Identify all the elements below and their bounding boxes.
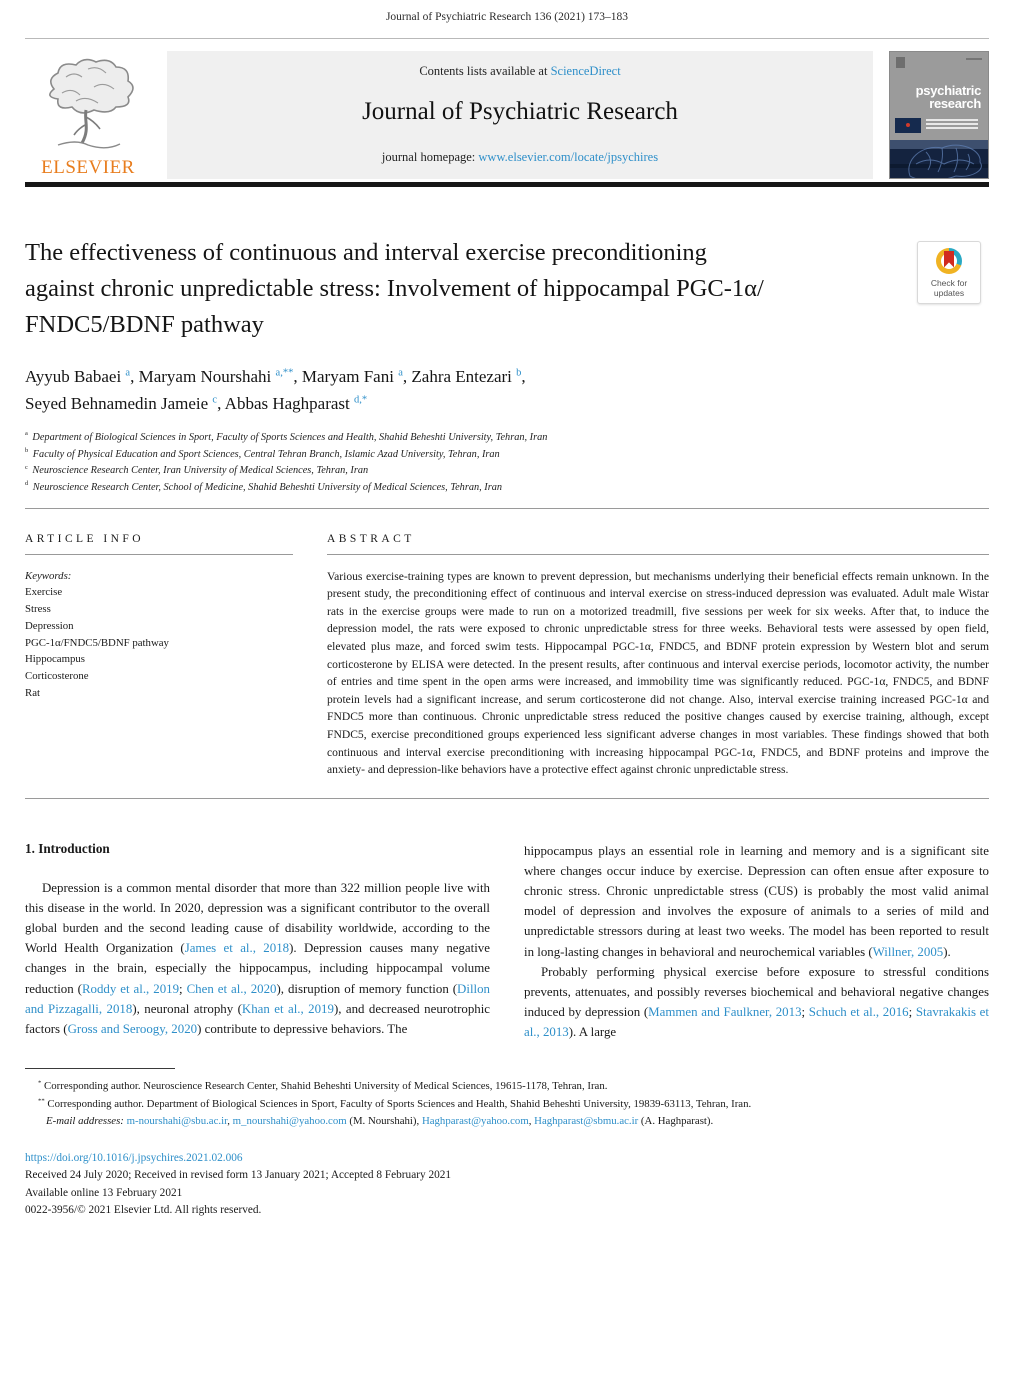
- cover-title-line2: research: [929, 96, 981, 111]
- keyword-item: Rat: [25, 686, 40, 699]
- abstract-rule: [327, 554, 989, 555]
- journal-banner: [167, 51, 873, 179]
- text-segment: Corresponding author. Department of Biological Sciences in Sport, Faculty of Sports Sciences and Health, Shahid Beheshti University, 19839-63113, Tehran, Iran.: [44, 1097, 752, 1110]
- text-segment: ;: [179, 981, 187, 996]
- link[interactable]: Haghparast@yahoo.com: [421, 1115, 529, 1128]
- keyword-item: Hippocampus: [25, 653, 85, 666]
- link[interactable]: m-nourshahi@sbu.ac.ir: [126, 1115, 228, 1128]
- text-segment: hippocampus plays an essential role in learning and memory and is a significant site where changes occur induce by exercise. Depression can often ensue after exposure to chronic stress. Chronic unpredictable stress (CUS) is probably the most valid animal model of depression and involves the exposure of animals to a series of mild and unpredictable stressors during at least two weeks. The model has been reported to result in long-lasting changes in behavioral and neurochemical variables (: [524, 843, 989, 959]
- intro-paragraph-left: [25, 878, 490, 1039]
- affiliation-b: [25, 447, 989, 464]
- text-segment: ).: [943, 944, 951, 959]
- text-segment: Faculty of Physical Education and Sport Sciences, Central Tehran Branch, Islamic Azad University, Tehran, Iran: [30, 448, 500, 460]
- link[interactable]: Willner, 2005: [872, 944, 944, 959]
- text-segment: Depression is a common mental disorder that more than 322 million people live with this disease in the world. In 2020, depression was a significant contributor to the overall global burden and the second leading cause of disability worldwide, according to the World Health Organization (: [25, 880, 490, 956]
- text-segment: c: [25, 463, 28, 471]
- keywords-block: [25, 568, 293, 702]
- link[interactable]: Stavrakakis et al., 2013: [524, 1004, 989, 1039]
- text-segment: ,: [528, 1115, 535, 1128]
- link[interactable]: Chen et al., 2020: [186, 981, 277, 996]
- cover-logo-mark: [896, 57, 905, 68]
- link[interactable]: Haghparast@sbmu.ac.ir: [534, 1115, 639, 1128]
- keyword-item: PGC-1α/FNDC5/BDNF pathway: [25, 636, 169, 649]
- crossmark-icon: [936, 248, 962, 274]
- keyword-item: Depression: [25, 619, 74, 632]
- text-segment: , Abbas Haghparast: [217, 393, 355, 413]
- text-segment: Department of Biological Sciences in Sport, Faculty of Sports Sciences and Health, Shahid Beheshti University, Tehran, Iran: [29, 431, 548, 443]
- article-info-column: [25, 533, 293, 779]
- footnotes: [25, 1068, 989, 1130]
- text-segment: d: [25, 480, 29, 488]
- contents-line: [167, 64, 873, 79]
- cover-text-lines: [926, 119, 978, 132]
- text-segment: Ayyub Babaei: [25, 366, 126, 386]
- text-segment: a,**: [275, 366, 294, 378]
- text-segment: Seyed Behnamedin Jameie: [25, 393, 213, 413]
- keywords-label: Keywords:: [25, 569, 72, 582]
- text-segment: a: [25, 430, 28, 438]
- link[interactable]: Dillon and Pizzagalli, 2018: [25, 981, 490, 1016]
- text-segment: The effectiveness of continuous and interval exercise preconditioning: [25, 238, 707, 266]
- homepage-line: [167, 150, 873, 165]
- affiliation-c: [25, 463, 989, 480]
- text-segment: FNDC5/BDNF pathway: [25, 310, 264, 338]
- abstract-bottom-divider: [25, 798, 989, 799]
- journal-cover-image: [889, 51, 989, 179]
- text-segment: a: [125, 366, 131, 378]
- intro-paragraph-right-2: [524, 962, 989, 1043]
- link[interactable]: ScienceDirect: [550, 64, 621, 78]
- authors-line: [25, 363, 989, 417]
- text-segment: ). Depression causes many negative changes in the brain, especially the hippocampus, including hippocampal volume reduction (: [25, 941, 490, 996]
- journal-header: [25, 51, 989, 179]
- article-meta: [25, 1150, 989, 1220]
- text-segment: d,*: [354, 394, 368, 406]
- left-column: [25, 841, 490, 1042]
- cover-thumbnail: [895, 118, 921, 133]
- article-info-rule: [25, 554, 293, 555]
- affiliation-a: [25, 430, 989, 447]
- link[interactable]: James et al., 2018: [184, 941, 290, 956]
- elsevier-tree-icon: [36, 55, 140, 155]
- bookmark-icon: [944, 251, 954, 268]
- link[interactable]: Gross and Seroogy, 2020: [67, 1021, 198, 1036]
- cover-title-line1: psychiatric: [915, 83, 981, 98]
- text-segment: b: [516, 366, 522, 378]
- article-info-heading: ARTICLE INFO: [25, 532, 144, 545]
- header-thick-rule: [25, 182, 989, 187]
- text-segment: Neuroscience Research Center, Iran University of Medical Sciences, Tehran, Iran: [29, 465, 369, 477]
- doi-link[interactable]: https://doi.org/10.1016/j.jpsychires.2021.02.006: [25, 1151, 243, 1164]
- text-segment: (A. Haghparast).: [638, 1115, 714, 1128]
- text-segment: (M. Nourshahi),: [346, 1115, 422, 1128]
- abstract-text: Various exercise-training types are known to prevent depression, but mechanisms underlying their beneficial effects remain unknown. In the present study, the preconditioning effect of continuous and interval exercise on stress-induced depression was evaluated. Adult male Wistar rats in the exercise groups were made to run on a motorized treadmill, five sessions per week for six weeks. After that, to induce the depression model, the rats were exposed to chronic unpredictable stress for three weeks. Behavioral tests were assessed by open field, elevated plus maze, and forced swim tests. Hippocampal PGC-1α, FNDC5, and BDNF protein expression by Western blot and serum corticosterone by ELISA were detected. In the present results, after continuous and interval exercise periods, locomotor activity, the number of entries and time spent in the open arms were increased, and immobility time was significantly reduced. PGC-1α, FNDC5, and BDNF protein levels had a significant increase, and serum corticosterone did not change. Also, interval exercise training increased PGC-1α and FNDC5 more than continuous. Chronic unpredictable stress reduced the positive changes caused by exercise training, although, except FNDC5, exercise preconditioned groups experienced less significant adverse changes in most variables. These findings showed that both continuous and interval exercise preconditioning with increasing hippocampal PGC-1α, FNDC5, and BDNF proteins and improve the anxiety- and depression-like behaviors have a protective effect against chronic unpredictable stress.: [327, 569, 989, 777]
- abstract-heading: ABSTRACT: [327, 532, 415, 545]
- footnote-divider: [25, 1068, 175, 1069]
- text-segment: ), disruption of memory function (: [276, 981, 458, 996]
- text-segment: **: [38, 1097, 45, 1105]
- badge-text-line1: Check for: [930, 277, 968, 288]
- article-title: [25, 235, 917, 343]
- received-line: Received 24 July 2020; Received in revised form 13 January 2021; Accepted 8 February 2021: [25, 1169, 452, 1182]
- cover-title: [916, 84, 981, 110]
- text-segment: b: [25, 447, 29, 455]
- text-segment: E-mail addresses:: [46, 1115, 127, 1128]
- available-online-line: Available online 13 February 2021: [25, 1186, 183, 1199]
- top-divider: [25, 38, 989, 39]
- keyword-item: Stress: [25, 603, 51, 616]
- elsevier-logo: [25, 51, 151, 179]
- keyword-item: Exercise: [25, 586, 63, 599]
- journal-ref: Journal of Psychiatric Research 136 (2021) 173–183: [385, 11, 629, 23]
- title-section: [25, 235, 989, 343]
- keyword-item: Corticosterone: [25, 669, 89, 682]
- text-segment: , Zahra Entezari: [402, 366, 517, 386]
- text-segment: Neuroscience Research Center, School of Medicine, Shahid Beheshti University of Medical Sciences, Tehran, Iran: [30, 481, 503, 493]
- text-segment: Contents lists available at: [419, 64, 551, 78]
- text-segment: Probably performing physical exercise before exposure to stressful conditions prevents, attenuates, and possibly reverses biochemical and behavioral negative changes induced by depression (: [524, 964, 989, 1019]
- text-segment: ) contribute to depressive behaviors. The: [197, 1021, 408, 1036]
- text-segment: ;: [908, 1004, 916, 1019]
- link[interactable]: Mammen and Faulkner, 2013: [648, 1004, 802, 1019]
- badge-wrap: [917, 235, 989, 343]
- affiliations: [25, 430, 989, 497]
- text-segment: Corresponding author. Neuroscience Research Center, Shahid Beheshti University of Medical Sciences, 19615-1178, Tehran, Iran.: [41, 1080, 608, 1093]
- text-segment: ,: [227, 1115, 233, 1128]
- link[interactable]: m_nourshahi@yahoo.com: [232, 1115, 347, 1128]
- copyright-line: 0022-3956/© 2021 Elsevier Ltd. All rights reserved.: [25, 1204, 262, 1217]
- text-segment: ). A large: [568, 1025, 617, 1039]
- text-segment: ), and decreased neurotrophic factors (: [25, 1001, 491, 1036]
- intro-paragraph-right-1: [524, 841, 989, 962]
- introduction-heading: 1. Introduction: [25, 840, 110, 856]
- journal-title: Journal of Psychiatric Research: [362, 98, 678, 125]
- introduction-section: [25, 841, 989, 1042]
- cover-brain-art: [896, 136, 988, 179]
- info-abstract-section: [25, 533, 989, 779]
- affiliations-divider: [25, 508, 989, 509]
- text-segment: journal homepage:: [381, 150, 479, 164]
- check-for-updates-badge[interactable]: [917, 241, 981, 304]
- corresponding-author-1: [25, 1078, 989, 1095]
- text-segment: against chronic unpredictable stress: Involvement of hippocampal PGC-1α/: [25, 274, 764, 302]
- corresponding-author-2: [25, 1096, 989, 1113]
- link[interactable]: Khan et al., 2019: [241, 1001, 334, 1016]
- elsevier-wordmark: ELSEVIER: [41, 157, 135, 178]
- text-segment: , Maryam Fani: [293, 366, 399, 386]
- right-column: [524, 841, 989, 1042]
- link[interactable]: www.elsevier.com/locate/jpsychires: [478, 150, 659, 164]
- text-segment: ,: [521, 366, 526, 386]
- text-segment: ), neuronal atrophy (: [132, 1001, 242, 1016]
- badge-text-line2: updates: [933, 287, 965, 298]
- affiliation-d: [25, 480, 989, 497]
- link[interactable]: Schuch et al., 2016: [808, 1004, 909, 1019]
- email-addresses: [25, 1113, 989, 1130]
- link[interactable]: Roddy et al., 2019: [81, 981, 180, 996]
- abstract-column: [327, 533, 989, 779]
- text-segment: *: [38, 1079, 42, 1087]
- text-segment: , Maryam Nourshahi: [130, 366, 276, 386]
- text-segment: ;: [801, 1004, 809, 1019]
- text-segment: a: [398, 366, 403, 378]
- text-segment: c: [212, 394, 218, 406]
- badge-text: [920, 278, 978, 298]
- cover-issn-mark: [966, 58, 982, 60]
